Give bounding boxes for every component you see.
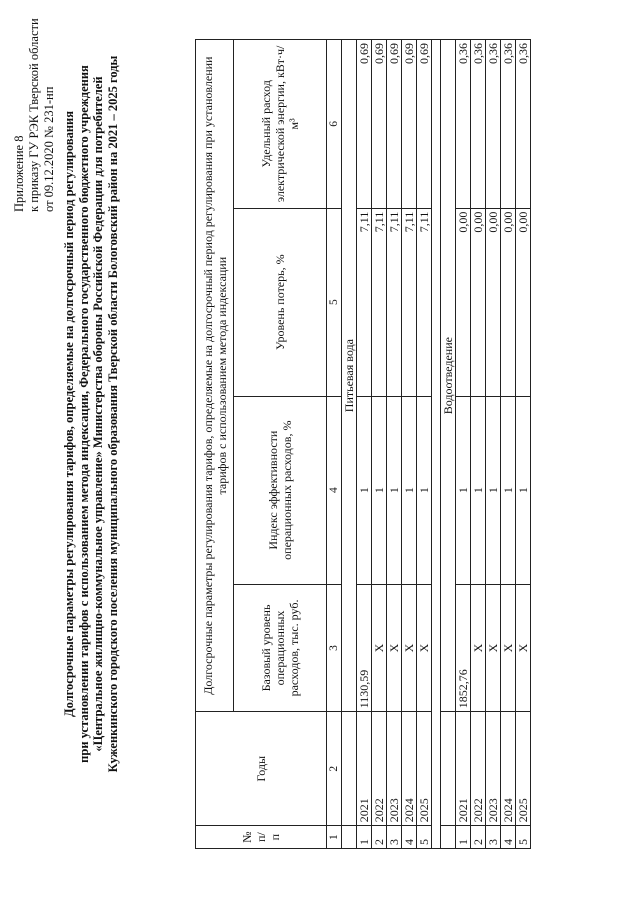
col-number: 5: [327, 208, 342, 396]
row-base-opex: X: [417, 584, 432, 712]
row-year: 2021: [357, 712, 372, 826]
row-year: 2024: [402, 712, 417, 826]
appendix-date: от 09.12.2020 № 231-нп: [42, 86, 56, 212]
section-header-row: [441, 40, 456, 849]
row-base-opex: 1852,76: [456, 584, 471, 712]
title-line-4: Куженкинского городского поселения муниципального образования Тверской области Бологовский район на 2021 – 2025 годы: [105, 55, 120, 773]
col-number: 2: [327, 712, 342, 826]
row-loss-level: 0,00: [456, 208, 471, 396]
row-year: 2021: [456, 712, 471, 826]
row-specific-energy: 0,36: [456, 40, 471, 209]
row-loss-level: 7,11: [357, 208, 372, 396]
row-efficiency-index: 1: [372, 396, 387, 584]
table-row: [357, 40, 372, 849]
table-row: [471, 40, 486, 849]
appendix-reference: [12, 18, 57, 212]
table-row: [417, 40, 432, 849]
table-row: [486, 40, 501, 849]
table-row: [387, 40, 402, 849]
row-number: 1: [357, 826, 372, 849]
row-year: 2022: [471, 712, 486, 826]
tariff-parameters-table: [195, 39, 531, 849]
row-loss-level: 0,00: [486, 208, 501, 396]
document-title: [62, 14, 120, 814]
row-efficiency-index: 1: [402, 396, 417, 584]
row-year: 2023: [387, 712, 402, 826]
row-year: 2025: [516, 712, 531, 826]
row-number: 1: [456, 826, 471, 849]
col-number: 3: [327, 584, 342, 712]
row-number: 3: [387, 826, 402, 849]
row-loss-level: 0,00: [471, 208, 486, 396]
row-specific-energy: 0,36: [501, 40, 516, 209]
row-year: 2024: [501, 712, 516, 826]
header-num: № п/п: [196, 826, 327, 849]
appendix-order: к приказу ГУ РЭК Тверской области: [27, 18, 41, 212]
header-group: Долгосрочные параметры регулирования тарифов, определяемые на долгосрочный период регулирования при установлении тарифов с использованием метода индексации: [196, 40, 234, 712]
row-base-opex: 1130,59: [357, 584, 372, 712]
table-row: [516, 40, 531, 849]
row-base-opex: X: [516, 584, 531, 712]
row-base-opex: X: [471, 584, 486, 712]
row-efficiency-index: 1: [387, 396, 402, 584]
row-base-opex: X: [387, 584, 402, 712]
row-number: 4: [501, 826, 516, 849]
table-row: [456, 40, 471, 849]
table-row: [501, 40, 516, 849]
row-efficiency-index: 1: [357, 396, 372, 584]
row-efficiency-index: 1: [471, 396, 486, 584]
title-line-2: при установлении тарифов с использованием метода индексации, Федерального государственного бюджетного учреждения: [76, 65, 91, 763]
row-loss-level: 7,11: [387, 208, 402, 396]
row-specific-energy: 0,69: [402, 40, 417, 209]
row-efficiency-index: 1: [486, 396, 501, 584]
column-number-row: [327, 40, 342, 849]
header-base-opex: Базовый уровень операционных расходов, тыс. руб.: [234, 584, 327, 712]
row-base-opex: X: [501, 584, 516, 712]
section-header-row: [342, 40, 357, 849]
header-years: Годы: [196, 712, 327, 826]
row-specific-energy: 0,69: [387, 40, 402, 209]
row-number: 2: [372, 826, 387, 849]
row-base-opex: X: [372, 584, 387, 712]
table-row: [402, 40, 417, 849]
row-number: 2: [471, 826, 486, 849]
title-line-3: «Центральное жилищно-коммунальное управление» Министерства обороны Российской Федерации для потребителей: [91, 76, 106, 752]
row-loss-level: 0,00: [516, 208, 531, 396]
header-loss-level: Уровень потерь, %: [234, 208, 327, 396]
row-number: 4: [402, 826, 417, 849]
row-year: 2023: [486, 712, 501, 826]
section-spacer: [432, 40, 441, 849]
title-line-1: Долгосрочные параметры регулирования тарифов, определяемые на долгосрочный период регулирования: [62, 111, 76, 718]
col-number: 1: [327, 826, 342, 849]
row-specific-energy: 0,69: [417, 40, 432, 209]
row-efficiency-index: 1: [516, 396, 531, 584]
appendix-number: Приложение 8: [12, 135, 26, 212]
row-loss-level: 0,00: [501, 208, 516, 396]
row-loss-level: 7,11: [417, 208, 432, 396]
row-specific-energy: 0,69: [357, 40, 372, 209]
col-number: 4: [327, 396, 342, 584]
row-specific-energy: 0,36: [516, 40, 531, 209]
section-title: Водоотведение: [441, 40, 456, 712]
row-specific-energy: 0,36: [486, 40, 501, 209]
row-efficiency-index: 1: [417, 396, 432, 584]
table-row: [372, 40, 387, 849]
row-loss-level: 7,11: [372, 208, 387, 396]
row-base-opex: X: [402, 584, 417, 712]
row-number: 5: [516, 826, 531, 849]
row-year: 2025: [417, 712, 432, 826]
row-efficiency-index: 1: [501, 396, 516, 584]
row-specific-energy: 0,36: [471, 40, 486, 209]
row-specific-energy: 0,69: [372, 40, 387, 209]
row-efficiency-index: 1: [456, 396, 471, 584]
header-specific-energy: Удельный расход электрической энергии, кВт·ч/м³: [234, 40, 327, 209]
row-number: 3: [486, 826, 501, 849]
row-year: 2022: [372, 712, 387, 826]
row-base-opex: X: [486, 584, 501, 712]
row-loss-level: 7,11: [402, 208, 417, 396]
header-efficiency-index: Индекс эффективности операционных расходов, %: [234, 396, 327, 584]
row-number: 5: [417, 826, 432, 849]
section-title: Питьевая вода: [342, 40, 357, 712]
col-number: 6: [327, 40, 342, 209]
